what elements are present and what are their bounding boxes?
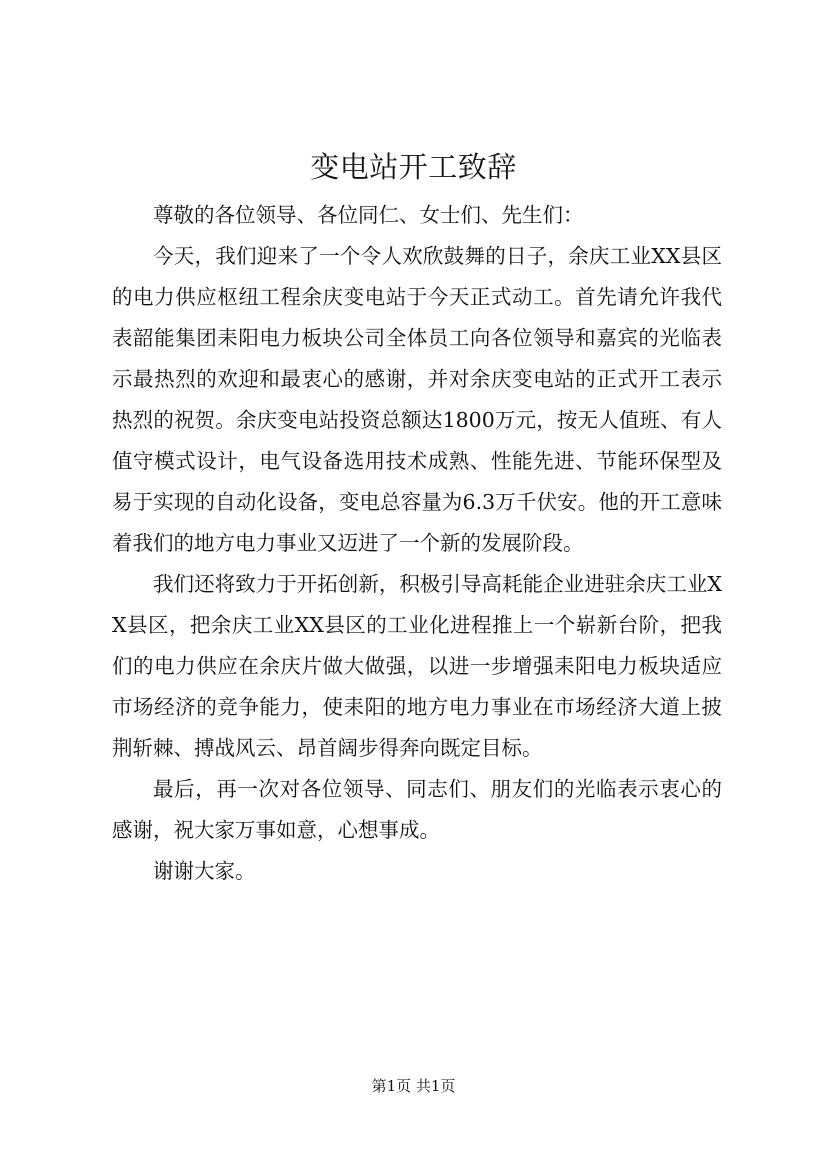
page-footer: 第1页 共1页 — [371, 1077, 456, 1095]
paragraph-opening: 今天，我们迎来了一个令人欢欣鼓舞的日子，余庆工业XX县区的电力供应枢纽工程余庆变电站于今天正式动工。首先请允许我代表韶能集团耒阳电力板块公司全体员工向各位领导和嘉宾的光临表示最热烈的欢迎和最衷心的感谢，并对余庆变电站的正式开工表示热烈的祝贺。余庆变电站投资总额达1800万元，按无人值班、有人值守模式设计，电气设备选用技术成熟、性能先进、节能环保型及易于实现的自动化设备，变电总容量为6.3万千伏安。他的开工意味着我们的地方电力事业又迈进了一个新的发展阶段。 — [112, 244, 722, 555]
document-body — [112, 195, 722, 892]
document-title: 变电站开工致辞 — [310, 150, 517, 184]
paragraph-thanks: 最后，再一次对各位领导、同志们、朋友们的光临表示衷心的感谢，祝大家万事如意，心想事成。 — [112, 777, 722, 842]
closing-line: 谢谢大家。 — [153, 859, 256, 883]
paragraph-plans: 我们还将致力于开拓创新，积极引导高耗能企业进驻余庆工业XX县区，把余庆工业XX县区的工业化进程推上一个崭新台阶，把我们的电力供应在余庆片做大做强，以进一步增强耒阳电力板块适应市场经济的竞争能力，使耒阳的地方电力事业在市场经济大道上披荆斩棘、搏战风云、昂首阔步得奔向既定目标。 — [112, 572, 722, 760]
salutation: 尊敬的各位领导、各位同仁、女士们、先生们： — [153, 203, 584, 227]
